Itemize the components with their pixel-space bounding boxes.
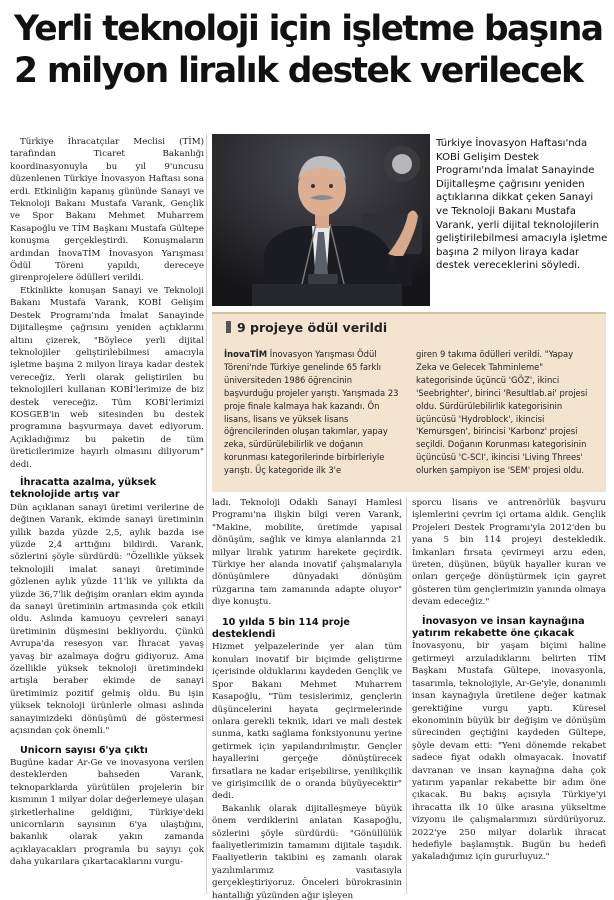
award-box-title-text: 9 projeye ödül verildi xyxy=(237,320,388,335)
headline xyxy=(14,8,604,92)
award-box-right-text: giren 9 takıma ödülleri verildi. "Yapay Zeka ve Gelecek Tahminleme" kategorisinde üçüncü 'GÖZ', ikinci 'Seebrighter', birinci 'Resultlab.ai' projesi oldu. Sürdürülebilirlik kategorisinin üçüncüsü 'Hydroblock', ikincisi 'Kemursgen', birincisi 'Karbonz' projesi seçildi. Doğanın Korunması kategorisinin üçüncüsü 'C-SCI', ikincisi 'Living Threes' olurken şampiyon ise 'SEM' projesi oldu. xyxy=(416,349,588,476)
award-box-title xyxy=(226,320,387,335)
photo-minister-speaking xyxy=(212,134,430,306)
col3-paragraph: sporcu lisans ve antrenörlük başvuru işlemlerini çevrim içi ortama aldık. Gençlik Projeleri Destek Programı'yla 2012'den bu yana 5 bin 114 projeyi destekledik. İmkanları fırsata çevirmeyi arzu eden, üreten, düşünen, büyük hayaller kuran ve onları gerçeğe dönüştürmek için gayret gösteren tüm gençlerimizin yanında olmaya devam edeceğiz." xyxy=(412,498,606,608)
column-divider xyxy=(206,134,207,894)
subheading-unicorn: Unicorn sayısı 6'ya çıktı xyxy=(20,744,148,756)
col1-paragraph: Türkiye İhracatçılar Meclisi (TİM) tarafından Ticaret Bakanlığı koordinasyonuyla bu yıl 9'uncusu düzenlenen Türkiye İnovasyon Haftası sona erdi. Etkinliğin kapanış gününde Sanayi ve Teknoloji Bakanı Mustafa Varank, Gençlik ve Spor Bakanı Mehmet Muharrem Kasapoğlu ve TİM Başkanı Mustafa Gültepe konuşma gerçekleştirdi. Konuşmaların ardından İnovaTİM İnovasyon Yarışması Ödül Töreni yapıldı, dereceye girenprojelere ödülleri verildi. xyxy=(10,137,204,284)
col2-paragraph: Bakanlık olarak dijitalleşmeye büyük önem verdiklerini anlatan Kasapoğlu, sözlerini şöyle sürdürdü: "Gönüllülük faaliyetlerimizin tamamını dijitale taşıdık. Faaliyetlerin takibini eş zamanlı olarak yazılımlarımız vasıtasıyla gerçekleştiriyoruz. Önceleri bürokrasinin hantallığı yüzünden ağır işleyen xyxy=(212,803,402,900)
col2-paragraph: Hizmet yelpazelerinde yer alan tüm konuları inovatif bir biçimde geliştirme içerisinde olduklarını kaydeden Gençlik ve Spor Bakanı Mehmet Muharrem Kasapoğlu, "Tüm tesislerimiz, gençlerin düşüncelerini hayata geçirmelerinde onlara gerekli teknik, idari ve mali destek sunma, katkı sağlama fonksiyonunu yerine getirmek için yapılandırılmıştır. Gençler hayallerini gerçeğe dönüştürecek fırsatlara ne kadar erişebilirse, yenilikçilik ve girişimcilik de o oranda büyüyecektir" dedi. xyxy=(212,642,402,802)
column-3 xyxy=(412,497,606,864)
lead-summary: Türkiye İnovasyon Haftası'nda KOBİ Gelişim Destek Programı'nda İmalat Sanayinde Dijitalleşme çağrısını yeniden açtıklarına dikkat çeken Sanayi ve Teknoloji Bakanı Mustafa Varank, yerli dijital teknolojilerin geliştirilebilmesi amacıyla işletme başına 2 milyon liraya kadar destek vereceklerini söyledi. xyxy=(436,138,608,272)
award-box-left-text: İnovasyon Yarışması Ödül Töreni'nde Türkiye genelinde 65 farklı üniversiteden 1986 öğrencinin başvurduğu projeler yarıştı. Yarışmada 23 proje finale kalmaya hak kazandı. Ön lisans, lisans ve yüksek lisans öğrencilerinden oluşan takımlar, yapay zeka, sürdürülebilirlik ve doğanın korunması kategorilerinde birbirleriyle yarıştı. Üç kategoride ilk 3'e xyxy=(224,349,399,476)
column-divider xyxy=(406,497,407,894)
title-bar-marker xyxy=(226,321,231,333)
col1-paragraph: Bugüne kadar Ar-Ge ve inovasyona verilen desteklerden bahseden Varank, teknoparklarda yürütülen projelerin bir kısmının 1 milyar dolar değerlemeye ulaşan şirketlerhaline geldiğini, Türkiye'deki unicornların sayısının 6'ya ulaştığını, bakanlık olarak yakın zamanda açıklayacakları programla bu sayıyı çok daha yukarılara çıkartacaklarını vurgu- xyxy=(10,757,204,868)
column-1 xyxy=(10,136,204,869)
subheading-innovation: İnovasyon ve insan kaynağına yatırım rekabette öne çıkacak xyxy=(412,615,585,640)
col3-paragraph: İnovasyonu, bir yaşam biçimi haline getirmeyi arzuladıklarını belirten TİM Başkanı Mustafa Gültepe, inovasyonla, tasarımla, teknolojiyle, Ar-Ge'yle, donanımlı insan kaynağıyla üretilene değer katmak gerektiğine vurgu yaptı. Küresel ekonominin büyük bir değişim ve dönüşüm sürecinden geçtiğini kaydeden Gültepe, şöyle devam etti: "Yeni dönemde rekabet sadece fiyat odaklı olmayacak. İnovatif davranan ve insan kaynağına daha çok yatırım yapanlar rekabette bir adım öne çıkacak. Bu bakış açısıyla Türkiye'yi ihracatta ilk 10 ülke arasına yükseltme vizyonu ile çalışmalarımızı sürdürüyoruz. 2022'ye 250 milyar dolarlık ihracat hedefiyle başlamıştık. Bugün bu hedefi yakaladığımız için gururluyuz." xyxy=(412,641,606,863)
col1-paragraph: Dün açıklanan sanayi üretimi verilerine de değinen Varank, ekimde sanayi üretiminin yıllık bazda yüzde 2,5, aylık bazda ise yüzde 2,4 arttığını bildirdi. Varank, sözlerini şöyle sürdürdü: "Özellikle yüksek teknolojili imalat sanayi üretiminde gözlenen aylık yüzde 11'lik ve yıllıkta da yüzde 36,7'lik değişim oranları ekim ayında da sanayi üretiminin artmasında çok etkili oldu. Aslında kamuoyu çevreleri sanayi üretiminin düşmesini bekliyordu. Çünkü Avrupa'da resesyon var. İhracat yavaş yavaş bir azalmaya doğru gidiyoruz. Ama özellikle yüksek teknoloji üretimindeki artışla beraber ekimde de sanayi üretimimiz pozitif gelmiş oldu. Bu işin yüksek teknoloji ürünlerle olması aslında sanayimizdeki dönüşümü de göstermesi açısından çok önemli." xyxy=(10,502,204,737)
headline-line-2: 2 milyon liralık destek verilecek xyxy=(14,51,583,91)
column-2 xyxy=(212,497,402,900)
award-box-right-column xyxy=(416,348,594,477)
award-info-box xyxy=(212,312,606,492)
speaker-photo-illustration xyxy=(212,134,430,306)
col2-paragraph: ladı. Teknoloji Odaklı Sanayi Hamlesi Programı'na ilişkin bilgi veren Varank, "Makine, mobilite, üretimde yapısal dönüşüm, sağlık ve kimya alanlarında 21 milyar liralık yatırım harekete geçirdik. Türkiye her alanda inovatif çalışmalarıyla dönüşümlere dünyadaki dönüşüm rüzgarına tam zamanında adapte oluyor" diye konuştu. xyxy=(212,498,402,608)
headline-line-1: Yerli teknoloji için işletme başına xyxy=(14,9,603,49)
subheading-projects: 10 yılda 5 bin 114 proje desteklendi xyxy=(212,616,350,641)
subheading-ihracat: İhracatta azalma, yüksek teknolojide artış var xyxy=(10,476,157,501)
inovatim-brand: İnovaTİM xyxy=(224,349,268,359)
col1-paragraph: Etkinlikte konuşan Sanayi ve Teknoloji Bakanı Mustafa Varank, KOBİ Gelişim Destek Programı'nda İmalat Sanayinde Dijitalleşme çağrısını yeniden açtıklarını altını çizerek, "Böylece yerli dijital teknolojiler geliştirilebilmesi amacıyla işletme başına 2 milyon liraya kadar destek vereceğiz. Yerli olarak geliştirilen bu teknolojileri kullanan KOBİ'lerimize de biz destek vereceğiz. Tüm KOBİ'lerimizi KOSGEB'in web sitesinden bu destek programına başvurmaya davet ediyorum. Açıkladığımız bu paketin de tüm üreticilerimize hayırlı olmasını diliyorum" dedi. xyxy=(10,285,204,470)
award-box-left-column xyxy=(224,348,402,477)
